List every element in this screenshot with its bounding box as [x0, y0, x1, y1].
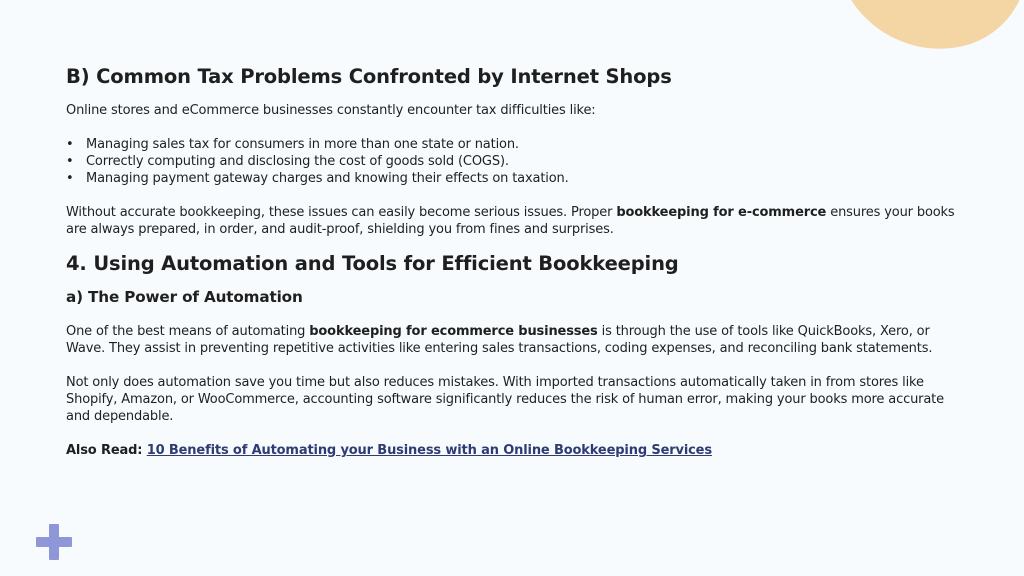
paragraph-1-text-end: is through the use of tools like QuickBooks, Xero, or Wave. They assist in preventing repetitive activities like entering sales transactions, coding expenses, and reconciling bank statements.: [66, 324, 933, 356]
also-read-link[interactable]: 10 Benefits of Automating your Business with an Online Bookkeeping Services: [146, 443, 712, 458]
decorative-corner-shape: [828, 0, 1024, 62]
conclusion-text-start: Without accurate bookkeeping, these issues can easily become serious issues. Proper: [66, 205, 617, 220]
conclusion-text-end: ensures your books are always prepared, in order, and audit-proof, shielding you from fines and surprises.: [66, 205, 955, 237]
section-b-intro: Online stores and eCommerce businesses constantly encounter tax difficulties like:: [66, 103, 596, 118]
automation-subheading: a) The Power of Automation: [66, 288, 303, 306]
automation-paragraph-2: Not only does automation save you time but also reduces mistakes. With imported transactions automatically taken in from stores like Shopify, Amazon, or WooCommerce, accounting software significantly reduces the risk of human error, making your books more accurate and dependable.: [66, 375, 944, 424]
section-b-heading: B) Common Tax Problems Confronted by Internet Shops: [66, 65, 672, 88]
section-4-heading: 4. Using Automation and Tools for Efficient Bookkeeping: [66, 252, 679, 275]
also-read-line: [66, 442, 966, 459]
paragraph-spacer: [66, 357, 966, 374]
tax-problem-list: [66, 136, 966, 187]
paragraph-spacer: [66, 425, 966, 442]
paragraph-spacer: [66, 306, 966, 323]
paragraph-1-text-start: One of the best means of automating: [66, 324, 310, 339]
automation-paragraph-1: [66, 323, 966, 357]
section-b-conclusion: [66, 204, 966, 238]
also-read-label: Also Read:: [66, 443, 147, 458]
bookkeeping-ecommerce-keyword: bookkeeping for e-commerce: [616, 205, 827, 220]
paragraph-spacer: [66, 119, 966, 136]
paragraph-spacer: [66, 187, 966, 204]
list-item: • Correctly computing and disclosing the cost of goods sold (COGS).: [66, 153, 966, 170]
list-item: • Managing payment gateway charges and knowing their effects on taxation.: [66, 170, 966, 187]
document-content: [66, 65, 966, 459]
list-item: • Managing sales tax for consumers in more than one state or nation.: [66, 136, 966, 153]
bookkeeping-business-keyword: bookkeeping for ecommerce businesses: [309, 324, 598, 339]
plus-icon: [36, 524, 72, 560]
